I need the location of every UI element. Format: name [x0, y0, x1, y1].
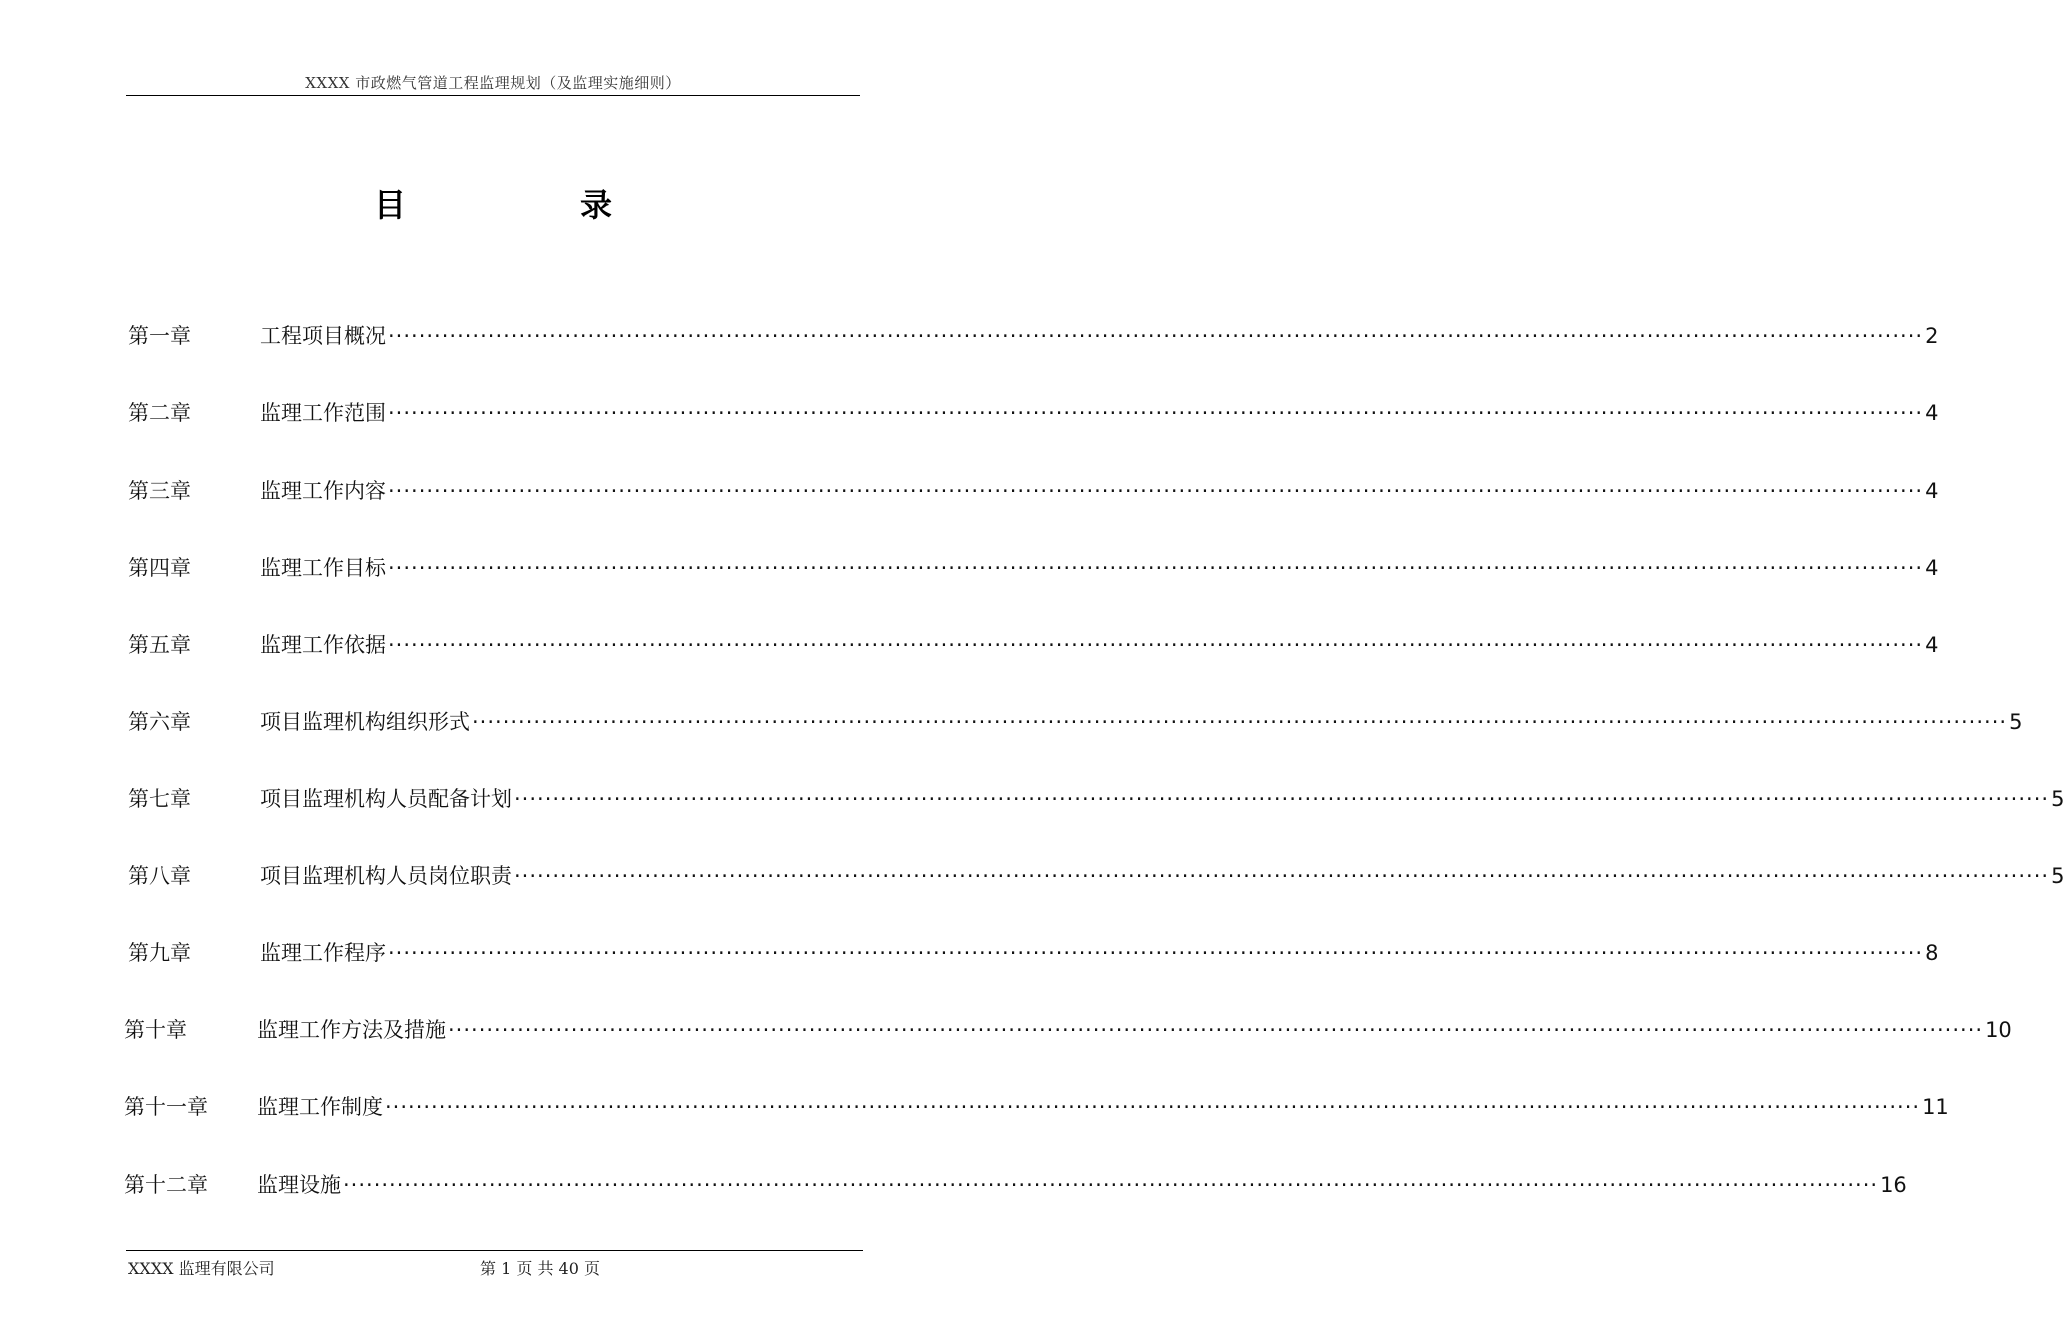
- toc-row: [124, 1015, 2012, 1045]
- toc-entry-title: 监理设施: [257, 1173, 341, 1197]
- toc-page-number: 4: [1925, 479, 1939, 503]
- toc-entry: [260, 630, 1939, 660]
- toc-page-number: 5: [2051, 787, 2064, 811]
- toc-chapter-label: 第七章: [128, 787, 191, 811]
- toc-page-number: 4: [1925, 556, 1939, 580]
- toc-chapter-label: 第十二章: [124, 1173, 208, 1197]
- toc-chapter-label: 第一章: [128, 324, 191, 348]
- toc-chapter-label: 第六章: [128, 710, 191, 734]
- toc-chapter-label: 第二章: [128, 401, 191, 425]
- toc-entry: [257, 1170, 1907, 1200]
- footer-divider: [126, 1250, 863, 1251]
- toc-page-number: 11: [1922, 1095, 1949, 1119]
- toc-entry-title: 监理工作目标: [260, 556, 386, 580]
- toc-page-number: 5: [2009, 710, 2023, 734]
- toc-chapter-label: 第八章: [128, 864, 191, 888]
- toc-page-number: 8: [1925, 941, 1939, 965]
- toc-dot-leader: ········································································································································································································: [388, 479, 1924, 503]
- toc-entry: [260, 398, 1939, 428]
- toc-dot-leader: ········································································································································································································: [388, 556, 1924, 580]
- toc-entry: [260, 553, 1939, 583]
- toc-entry-title: 监理工作制度: [257, 1095, 383, 1119]
- toc-page-number: 16: [1880, 1173, 1907, 1197]
- toc-entry-title: 监理工作依据: [260, 633, 386, 657]
- toc-row: [128, 784, 2064, 814]
- toc-chapter-label: 第九章: [128, 941, 191, 965]
- toc-entry-title: 监理工作范围: [260, 401, 386, 425]
- toc-chapter-label: 第十章: [124, 1018, 187, 1042]
- toc-entry-title: 项目监理机构人员配备计划: [260, 787, 512, 811]
- toc-chapter-label: 第十一章: [124, 1095, 208, 1119]
- toc-row: [124, 1092, 1949, 1122]
- toc-row: [124, 1170, 1907, 1200]
- toc-entry: [257, 1015, 2012, 1045]
- toc-dot-leader: ········································································································································································································: [514, 864, 2050, 888]
- toc-entry-title: 监理工作程序: [260, 941, 386, 965]
- toc-row: [128, 861, 2064, 891]
- toc-dot-leader: ········································································································································································································: [343, 1173, 1879, 1197]
- toc-heading-right: 录: [580, 186, 613, 224]
- toc-page-number: 10: [1985, 1018, 2012, 1042]
- toc-entry-title: 监理工作内容: [260, 479, 386, 503]
- toc-dot-leader: ········································································································································································································: [385, 1095, 1921, 1119]
- toc-entry-title: 监理工作方法及措施: [257, 1018, 446, 1042]
- toc-entry-title: 项目监理机构人员岗位职责: [260, 864, 512, 888]
- toc-page-number: 5: [2051, 864, 2064, 888]
- toc-entry-title: 项目监理机构组织形式: [260, 710, 470, 734]
- toc-dot-leader: ········································································································································································································: [388, 633, 1924, 657]
- toc-page-number: 4: [1925, 401, 1939, 425]
- toc-row: [128, 630, 1939, 660]
- page-header-title: XXXX 市政燃气管道工程监理规划（及监理实施细则）: [305, 74, 681, 92]
- toc-dot-leader: ········································································································································································································: [472, 710, 2008, 734]
- toc-dot-leader: ········································································································································································································: [514, 787, 2050, 811]
- toc-entry: [260, 476, 1939, 506]
- footer-company: XXXX 监理有限公司: [128, 1259, 275, 1278]
- toc-page-number: 4: [1925, 633, 1939, 657]
- toc-dot-leader: ········································································································································································································: [388, 941, 1924, 965]
- toc-dot-leader: ········································································································································································································: [388, 324, 1924, 348]
- toc-heading: [0, 180, 950, 230]
- toc-entry-title: 工程项目概况: [260, 324, 386, 348]
- toc-row: [128, 707, 2023, 737]
- toc-entry: [260, 861, 2064, 891]
- toc-chapter-label: 第四章: [128, 556, 191, 580]
- toc-row: [128, 938, 1939, 968]
- header-divider: [126, 95, 860, 96]
- toc-row: [128, 398, 1939, 428]
- toc-entry: [260, 784, 2064, 814]
- toc-entry: [257, 1092, 1949, 1122]
- toc-dot-leader: ········································································································································································································: [388, 401, 1924, 425]
- footer-page-info: 第 1 页 共 40 页: [480, 1259, 600, 1278]
- toc-entry: [260, 938, 1939, 968]
- toc-chapter-label: 第三章: [128, 479, 191, 503]
- toc-chapter-label: 第五章: [128, 633, 191, 657]
- toc-row: [128, 321, 1939, 351]
- toc-entry: [260, 707, 2023, 737]
- toc-page-number: 2: [1925, 324, 1939, 348]
- toc-dot-leader: ········································································································································································································: [448, 1018, 1984, 1042]
- toc-row: [128, 476, 1939, 506]
- toc-row: [128, 553, 1939, 583]
- toc-heading-left: 目: [374, 186, 407, 224]
- toc-entry: [260, 321, 1939, 351]
